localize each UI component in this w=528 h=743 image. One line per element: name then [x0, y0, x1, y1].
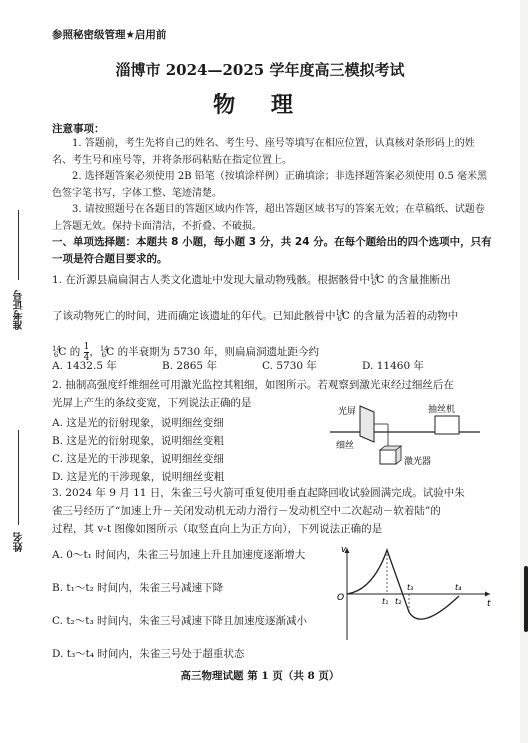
- q3-option-d[interactable]: D. t₃～t₄ 时间内，朱雀三号处于超重状态: [52, 648, 245, 660]
- puller-label: 抽丝机: [428, 405, 456, 415]
- q3-line-3: 过程，其 v-t 图像如图所示（取竖直向上为正方向），下列说法正确的是: [52, 523, 383, 535]
- t-label: t: [487, 599, 491, 609]
- q2-line-2: 光屏上产生的条纹变宽，下列说法正确的是: [52, 397, 252, 409]
- t1-label: t₁: [382, 597, 389, 606]
- vt-graph: [335, 544, 495, 644]
- subject-title: 物 理: [213, 92, 307, 118]
- q3-line-2: 雀三号经历了“加速上升－关闭发动机无动力滑行－发动机空中二次起动－软着陆”的: [52, 505, 441, 517]
- t-axis-arrow: [485, 592, 490, 597]
- wire-label: 细丝: [336, 441, 355, 451]
- q1-option-c[interactable]: C. 5730 年: [262, 360, 317, 372]
- page-footer: 高三物理试题 第 1 页（共 8 页）: [180, 670, 340, 682]
- question-1: [52, 266, 492, 366]
- notice-item-2: 2. 选择题答案必须使用 2B 铅笔（按填涂样例）正确填涂；非选择题答案必须使用 0.5 毫米黑色签字笔书写，字体工整、笔迹清楚。: [52, 171, 488, 199]
- vt-curve: [347, 550, 459, 619]
- t3-label: t₃: [407, 583, 414, 592]
- notice-item-3: 3. 请按照题号在各题目的答题区域内作答，超出答题区域书写的答案无效；在草稿纸、试题卷上答题无效。保持卡面清洁，不折叠、不破损。: [52, 204, 485, 232]
- q2-option-b[interactable]: B. 这是光的衍射现象，说明细丝变粗: [52, 435, 224, 447]
- notice-item-1: 1. 答题前，考生先将自己的姓名、考生号、座号等填写在相应位置，认真核对条形码上的姓名、考生号和座号等，并将条形码粘贴在指定位置上。: [52, 138, 475, 166]
- t2-label: t₂: [395, 597, 402, 606]
- scrollbar-thumb[interactable]: [524, 566, 528, 632]
- q1-option-d[interactable]: D. 11460 年: [362, 360, 424, 372]
- t4-label: t₄: [455, 583, 462, 592]
- v-label: v: [341, 545, 347, 555]
- name-label: 姓名: [14, 532, 25, 552]
- q2-option-c[interactable]: C. 这是光的干涉现象，说明细丝变细: [52, 453, 224, 465]
- name-line: [18, 430, 19, 525]
- q1-fraction: $\frac{1}{4}$: [83, 341, 90, 363]
- section-1-heading: 一、单项选择题：本题共 8 小题，每小题 3 分，共 24 分。在每个题给出的四个选项中，只有一项是符合题目要求的。: [52, 236, 492, 265]
- q1-line-1: 1. 在沂源县扁扁洞古人类文化遗址中发现大量动物残骸。根据骸骨中$^{14}_6$C 的含量推断出: [52, 273, 451, 287]
- exam-id-line: [18, 210, 19, 280]
- puller-box: [435, 416, 459, 434]
- secret-label: 参照秘密级管理★启用前: [52, 29, 167, 41]
- q2-option-a[interactable]: A. 这是光的衍射现象，说明细丝变细: [52, 417, 224, 429]
- q3-line-1: 3. 2024 年 9 月 11 日，朱雀三号火箭可重复使用垂直起降回收试验圆满完成。试验中朱: [52, 487, 465, 499]
- laser-label: 激光器: [404, 457, 432, 467]
- laser-box: [380, 450, 396, 464]
- q1-option-b[interactable]: B. 2865 年: [162, 360, 217, 372]
- q1-line-2: 了该动物死亡的时间，进而确定该遗址的年代。已知此骸骨中$^{14}_6$C 的含量为活着的动物中: [52, 309, 459, 323]
- q1-option-a[interactable]: A. 1432.5 年: [52, 360, 117, 372]
- origin-label: O: [337, 593, 345, 603]
- screen-label: 光屏: [338, 407, 357, 417]
- laser-setup-figure: [330, 402, 480, 480]
- q2-option-d[interactable]: D. 这是光的干涉现象，说明细丝变粗: [52, 471, 225, 483]
- q3-option-a[interactable]: A. 0～t₁ 时间内，朱雀三号加速上升且加速度逐渐增大: [52, 549, 306, 561]
- notice-heading: 注意事项：: [52, 123, 105, 135]
- q3-option-b[interactable]: B. t₁～t₂ 时间内，朱雀三号减速下降: [52, 582, 224, 594]
- screen-shape: [360, 406, 374, 442]
- q3-option-c[interactable]: C. t₂～t₃ 时间内，朱雀三号减速下降且加速度逐渐减小: [52, 615, 308, 627]
- q1-line-3: $^{14}_6$C 的 $\frac{1}{4}$ ，$^{14}_6$C 的半衰期为 5730 年，则扁扁洞遗址距今约: [52, 341, 320, 363]
- exam-title: 淄博市 2024—2025 学年度高三模拟考试: [115, 61, 405, 79]
- question-3: [52, 484, 492, 538]
- q2-line-1: 2. 抽制高强度纤维细丝可用激光监控其粗细，如图所示。若观察到激光束经过细丝后在: [52, 379, 454, 391]
- exam-id-label: 准考证号: [14, 290, 25, 330]
